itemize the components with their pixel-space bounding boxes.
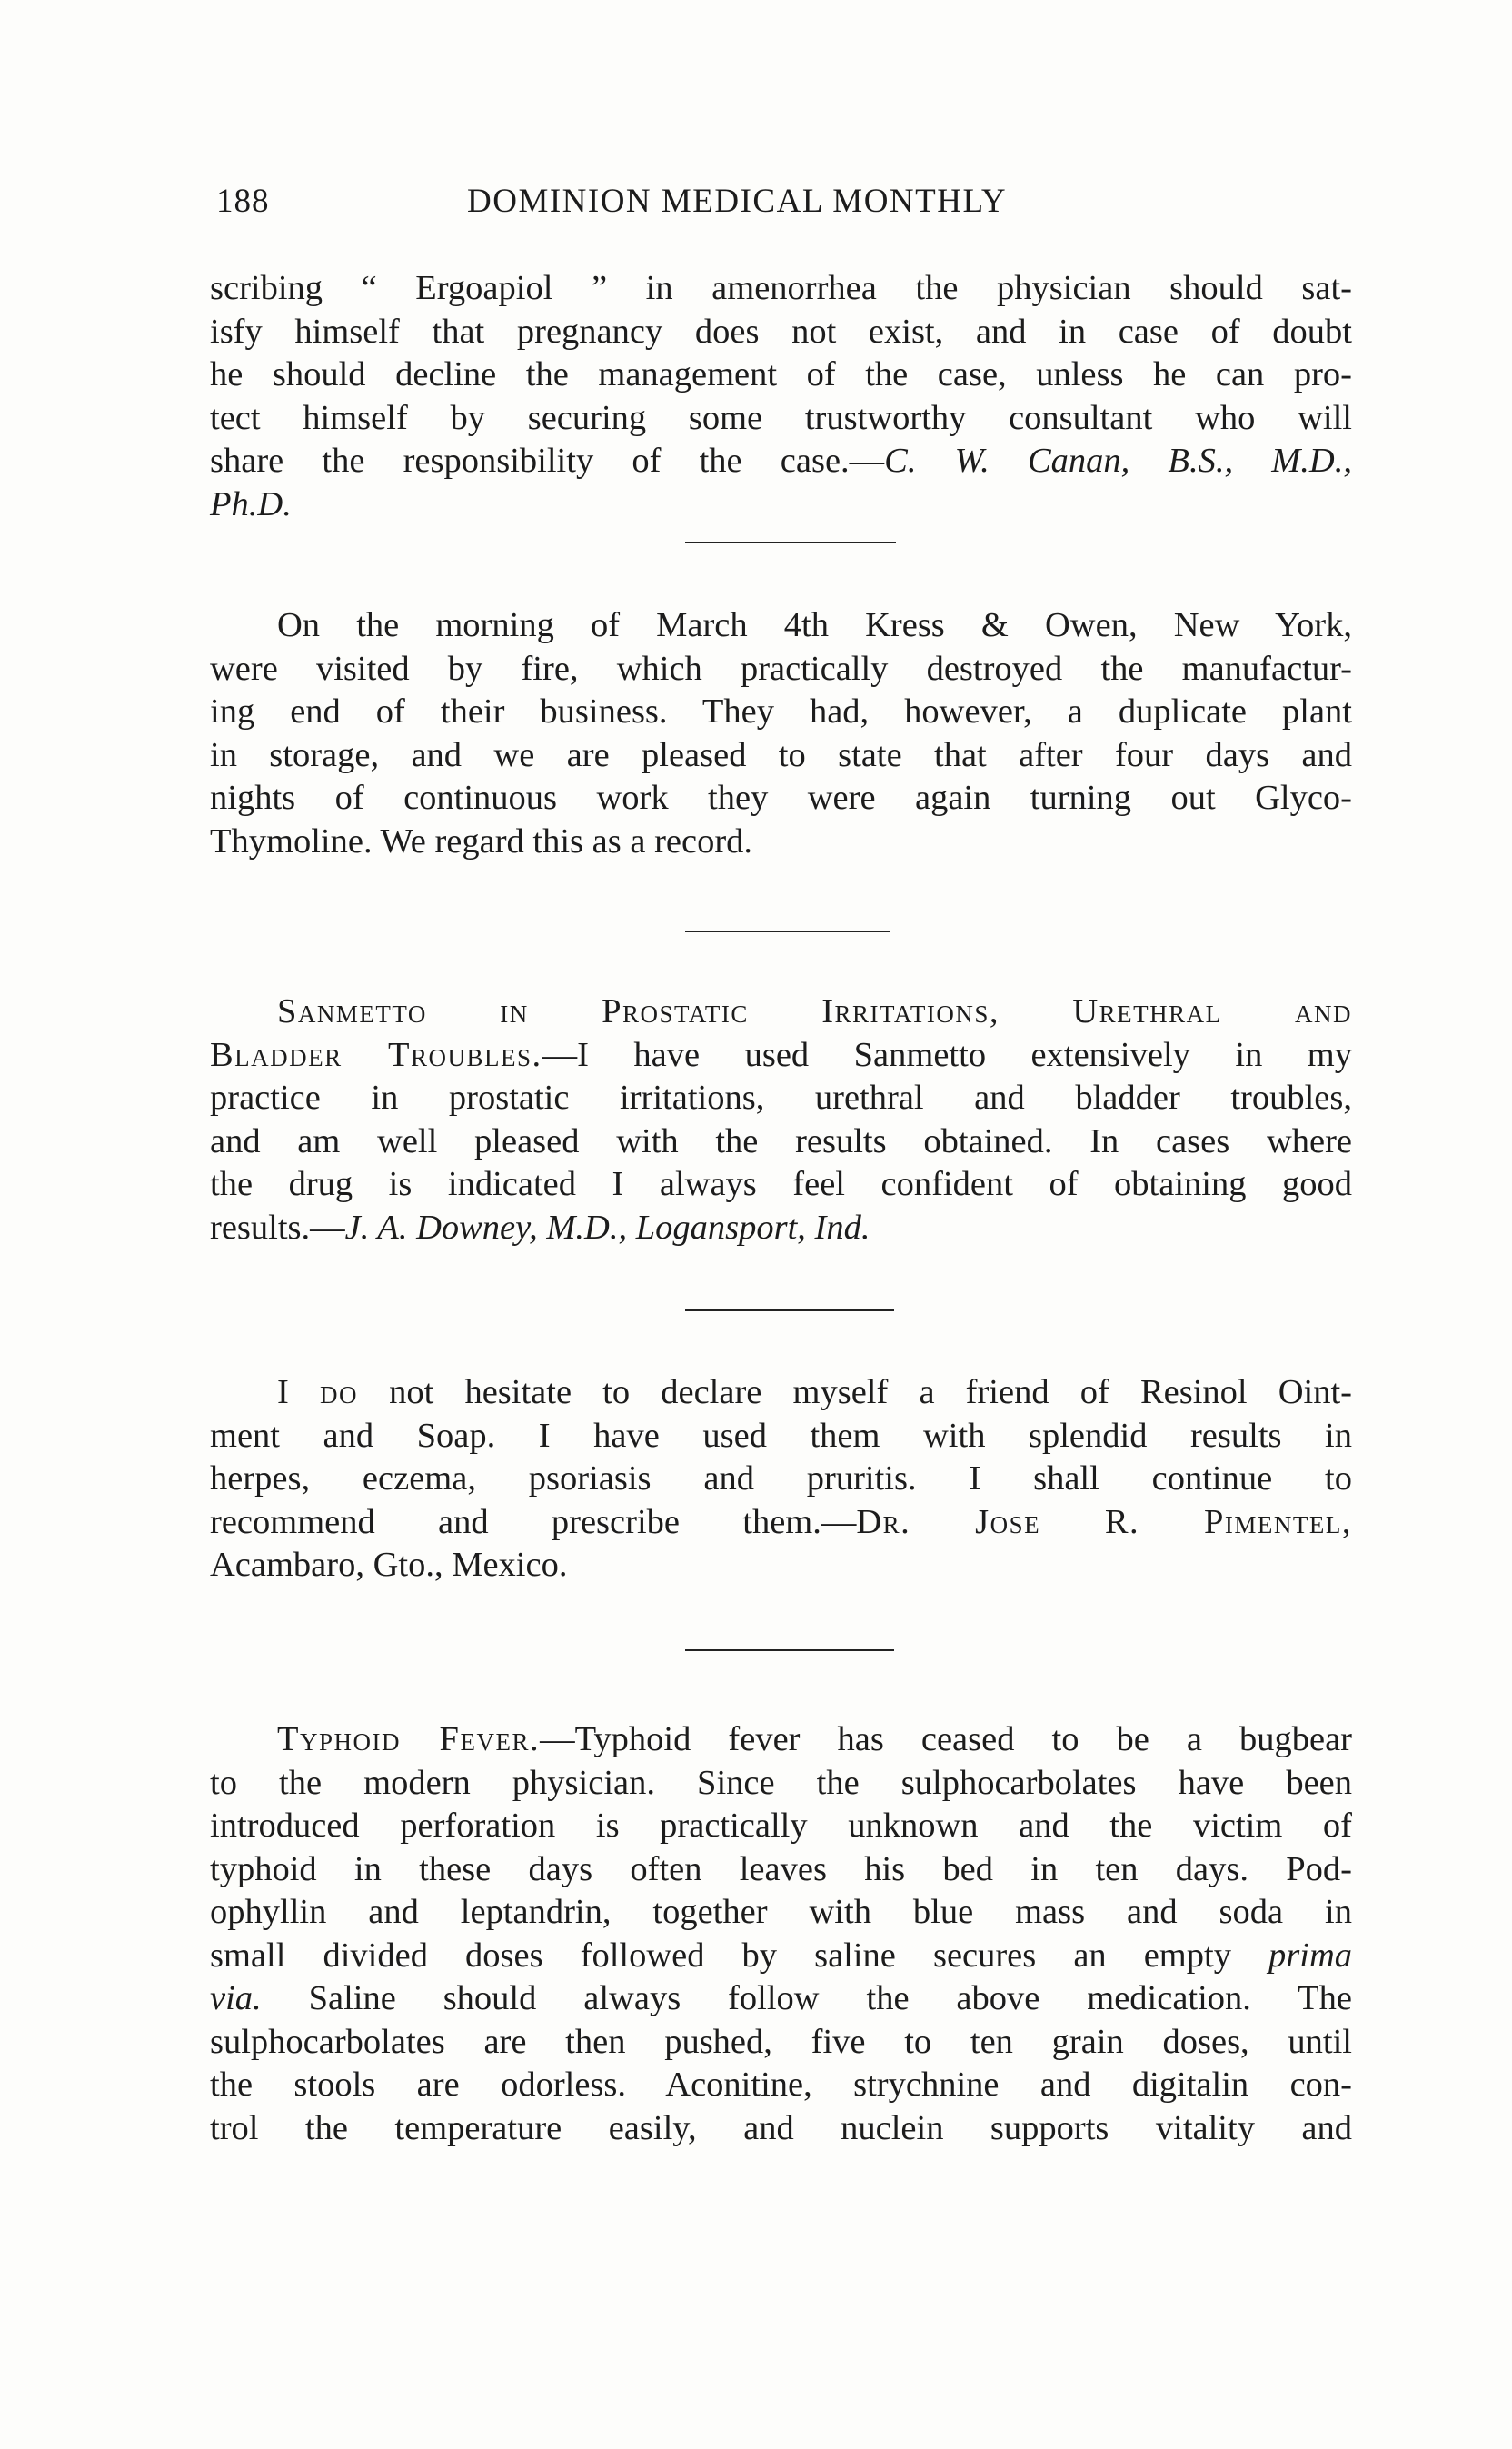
ergoapiol-paragraph [210,267,1352,526]
author-signature: Dr. Jose R. Pimentel, [856,1502,1352,1541]
section-divider [685,542,896,543]
paragraph-line: share the responsibility of the case.—C. W. Canan, B.S., M.D., [210,442,1352,480]
paragraph-line: recommend and prescribe them.—Dr. Jose R. Pimentel, [210,1502,1352,1541]
resinol-paragraph [210,1371,1352,1588]
paragraph-line: scribing “ Ergoapiol ” in amenorrhea the physician should sat- [210,269,1352,307]
page-number: 188 [216,183,270,220]
paragraph-line: On the morning of March 4th Kress & Owen, New York, [277,606,1352,644]
paragraph-line: tect himself by securing some trustworthy consultant who will [210,398,1352,437]
paragraph-line: to the modern physician. Since the sulphocarbolates have been [210,1763,1352,1802]
paragraph-line: the stools are odorless. Aconitine, strychnine and digitalin con- [210,2066,1352,2104]
paragraph-line: I do not hesitate to declare myself a friend of Resinol Oint- [277,1373,1352,1411]
paragraph-line: introduced perforation is practically unknown and the victim of [210,1807,1352,1845]
paragraph-line: herpes, eczema, psoriasis and pruritis. I shall continue to [210,1459,1352,1498]
paragraph-line: in storage, and we are pleased to state that after four days and [210,735,1352,774]
sanmetto-paragraph [210,991,1352,1249]
paragraph-line: trol the temperature easily, and nuclein supports vitality and [210,2108,1352,2147]
paragraph-line: Typhoid Fever.—Typhoid fever has ceased to be a bugbear [277,1720,1352,1758]
paragraph-line: via. Saline should always follow the above medication. The [210,1979,1352,2017]
paragraph-line: sulphocarbolates are then pushed, five to ten grain doses, until [210,2022,1352,2061]
section-divider [685,931,890,932]
author-signature: C. W. Canan, B.S., M.D., [884,442,1352,480]
section-title: Bladder Troubles. [210,1035,542,1074]
section-divider [685,1649,894,1651]
paragraph-line: and am well pleased with the results obtained. In cases where [210,1121,1352,1160]
paragraph-line: Acambaro, Gto., Mexico. [210,1546,568,1584]
paragraph-line: results.—J. A. Downey, M.D., Logansport, Ind. [210,1208,870,1247]
paragraph-line: isfy himself that pregnancy does not exist, and in case of doubt [210,312,1352,351]
paragraph-line: typhoid in these days often leaves his bed in ten days. Pod- [210,1849,1352,1888]
paragraph-line: ing end of their business. They had, however, a duplicate plant [210,692,1352,731]
paragraph-line: Thymoline. We regard this as a record. [210,821,753,861]
section-title: Typhoid Fever. [277,1720,541,1758]
paragraph-line: Bladder Troubles.—I have used Sanmetto extensively in my [210,1035,1352,1074]
paragraph-line: practice in prostatic irritations, urethral and bladder troubles, [210,1079,1352,1117]
journal-title: DOMINION MEDICAL MONTHLY [467,183,1008,220]
paragraph-line: he should decline the management of the case, unless he can pro- [210,355,1352,393]
section-divider [685,1309,894,1311]
typhoid-paragraph [210,1718,1352,2150]
author-signature: Ph.D. [210,484,292,523]
author-signature: J. A. Downey, M.D., Logansport, Ind. [344,1208,870,1247]
section-title: Sanmetto in Prostatic Irritations, Urethral and [277,992,1352,1030]
paragraph-line: ophyllin and leptandrin, together with blue mass and soda in [210,1893,1352,1931]
paragraph-line: nights of continuous work they were again turning out Glyco- [210,779,1352,817]
kress-owen-paragraph [210,604,1352,863]
paragraph-line: small divided doses followed by saline secures an empty prima [210,1936,1352,1975]
paragraph-line: the drug is indicated I always feel confident of obtaining good [210,1165,1352,1203]
paragraph-line: were visited by fire, which practically destroyed the manufactur- [210,649,1352,688]
paragraph-line: ment and Soap. I have used them with splendid results in [210,1416,1352,1455]
